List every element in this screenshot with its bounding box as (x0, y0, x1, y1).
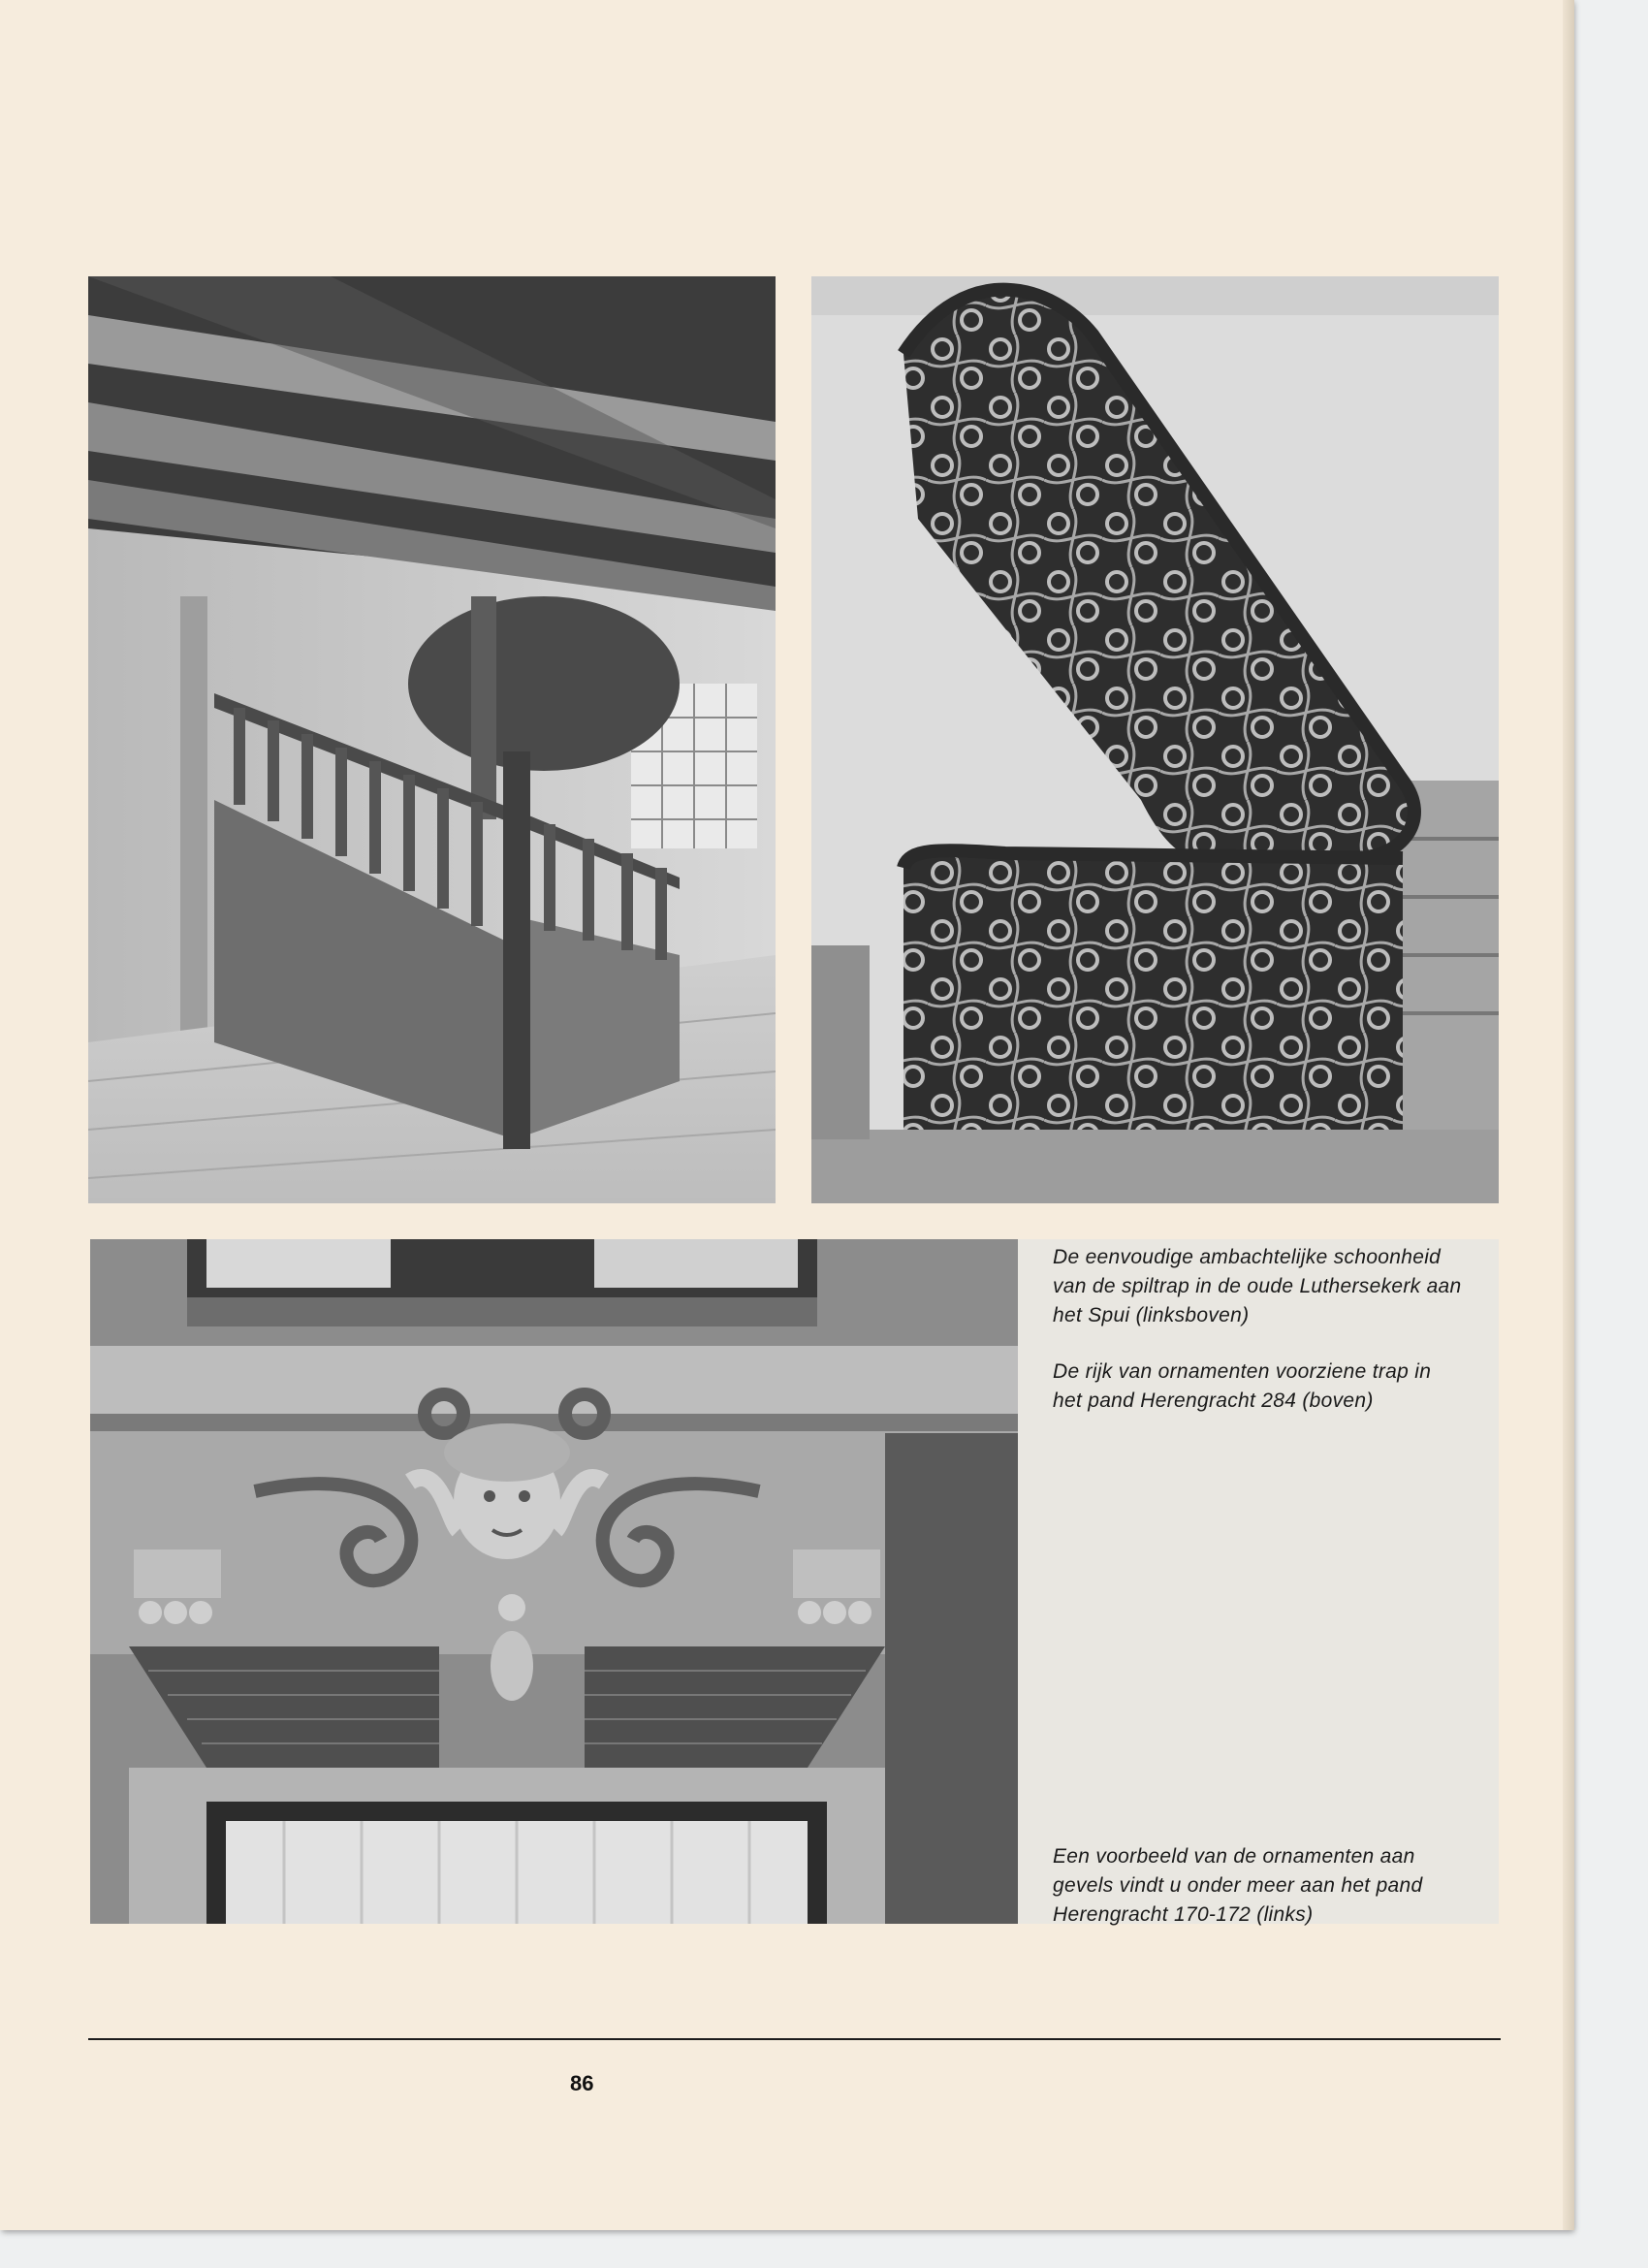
ornate-staircase-photo (811, 276, 1499, 1203)
caption-ornate-staircase: De rijk van ornamenten voorziene trap in het pand Herengracht 284 (boven) (1053, 1360, 1432, 1412)
wooden-staircase-photo (88, 276, 776, 1203)
facade-ornament-photo (90, 1239, 1018, 1924)
caption-spiral-staircase: De eenvoudige ambachtelijke schoonheid van de spiltrap in de oude Luthersekerk aan het Spui (linksboven) (1053, 1246, 1462, 1326)
footer-rule (88, 2038, 1501, 2040)
caption-panel (1018, 1239, 1499, 1924)
page-number: 86 (570, 2071, 594, 2095)
caption-facade-ornaments: Een voorbeeld van de ornamenten aan gevels vindt u onder meer aan het pand Herengracht 170-172 (links) (1053, 1845, 1423, 1926)
page-edge (1563, 0, 1574, 2230)
